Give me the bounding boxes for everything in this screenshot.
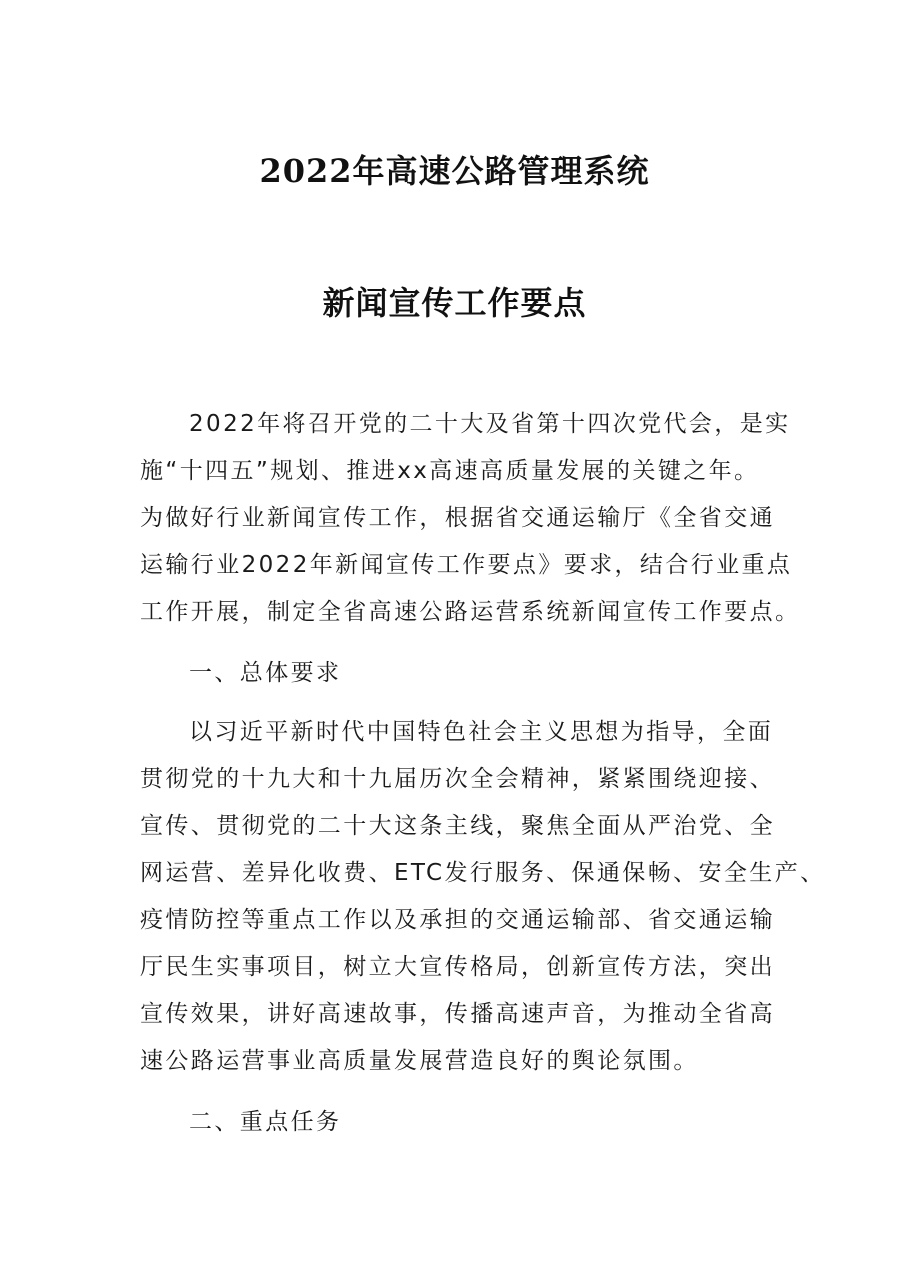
section1-paragraph-line: 以习近平新时代中国特色社会主义思想为指导，全面 <box>189 719 774 745</box>
intro-paragraph-line: 工作开展，制定全省高速公路运营系统新闻宣传工作要点。 <box>140 599 801 625</box>
section1-paragraph-line: 宣传、贯彻党的二十大这条主线，聚焦全面从严治党、全 <box>140 813 775 839</box>
document-title-line-1: 2022年高速公路管理系统 <box>259 152 650 190</box>
section1-paragraph-line: 疫情防控等重点工作以及承担的交通运输部、省交通运输 <box>140 907 775 933</box>
section1-paragraph-line: 网运营、差异化收费、ETC发行服务、保通保畅、安全生产、 <box>140 860 826 886</box>
section1-paragraph-line: 宣传效果，讲好高速故事，传播高速声音，为推动全省高 <box>140 1001 775 1027</box>
section1-paragraph-line: 贯彻党的十九大和十九届历次全会精神，紧紧围绕迎接、 <box>140 766 775 792</box>
intro-paragraph-line: 施“十四五”规划、推进xx高速高质量发展的关键之年。 <box>140 458 760 484</box>
section-heading-key-tasks: 二、重点任务 <box>189 1109 342 1135</box>
document-title-line-2: 新闻宣传工作要点 <box>322 284 587 322</box>
intro-paragraph-line: 运输行业2022年新闻宣传工作要点》要求，结合行业重点 <box>140 552 793 578</box>
section-heading-overall-requirements: 一、总体要求 <box>189 660 342 686</box>
intro-paragraph-line: 为做好行业新闻宣传工作，根据省交通运输厅《全省交通 <box>140 505 775 531</box>
intro-paragraph-line: 2022年将召开党的二十大及省第十四次党代会，是实 <box>189 411 791 437</box>
section1-paragraph-line: 厅民生实事项目，树立大宣传格局，创新宣传方法，突出 <box>140 954 775 980</box>
section1-paragraph-line: 速公路运营事业高质量发展营造良好的舆论氛围。 <box>140 1048 699 1074</box>
